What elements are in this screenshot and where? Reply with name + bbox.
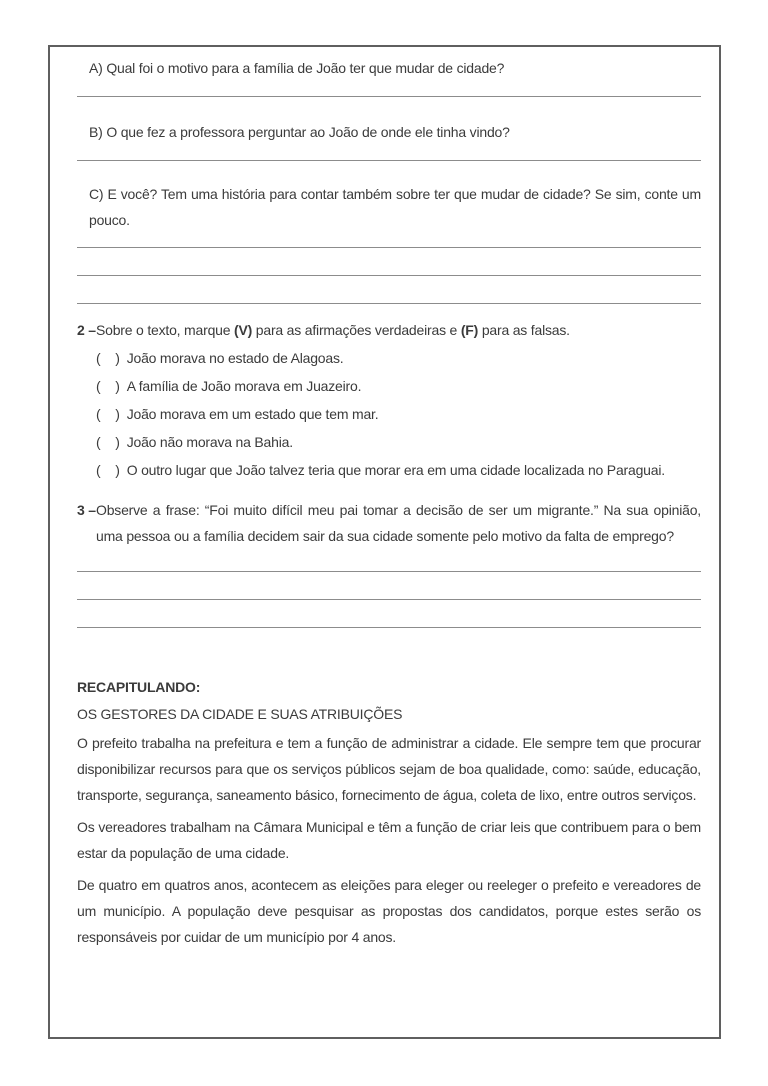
question-b [77,119,701,161]
answer-parentheses: ( ) [96,350,120,366]
true-false-statement: João morava em um estado que tem mar. [126,406,379,422]
question-2-number: 2 – [77,322,96,338]
recap-subheading: OS GESTORES DA CIDADE E SUAS ATRIBUIÇÕES [77,706,403,722]
answer-line [77,81,701,97]
recap-paragraph-eleicoes: De quatro em quatros anos, acontecem as eleições para eleger ou reeleger o prefeito e vereadores de um município. A população deve pesquisar as propostas dos candidatos, porque estes serão os responsáveis por cuidar de um município por 4 anos. [77,877,701,945]
answer-parentheses: ( ) [96,462,120,478]
answer-line [77,549,701,572]
question-3-statement: Observe a frase: “Foi muito difícil meu pai tomar a decisão de ser um migrante.” Na sua opinião, uma pessoa ou a família decidem sair da sua cidade somente pelo motivo da falta de emprego? [96,502,701,544]
true-false-item [96,401,701,427]
recap-section [77,674,701,950]
question-2 [77,317,701,483]
true-false-item [96,345,701,371]
question-b-label: B) [89,124,103,140]
question-b-statement: O que fez a professora perguntar ao João de onde ele tinha vindo? [106,124,510,140]
question-a-label: A) [89,60,103,76]
recap-paragraph-prefeito: O prefeito trabalha na prefeitura e tem a função de administrar a cidade. Ele sempre tem que procurar disponibilizar recursos para que os serviços públicos sejam de boa qualidade, como: saúde, educação, transporte, segurança, saneamento básico, fornecimento de água, coleta de lixo, entre outros serviços. [77,735,701,803]
answer-parentheses: ( ) [96,378,120,394]
true-false-statement: João não morava na Bahia. [126,434,293,450]
question-2-intro [96,317,701,343]
recap-paragraph-vereadores: Os vereadores trabalham na Câmara Municipal e têm a função de criar leis que contribuem para o bem estar da população de uma cidade. [77,819,701,861]
worksheet-frame [48,45,721,1039]
recap-heading: RECAPITULANDO: [77,679,201,695]
question-c-statement: E você? Tem uma história para contar também sobre ter que mudar de cidade? Se sim, conte um pouco. [89,186,701,228]
answer-parentheses: ( ) [96,406,120,422]
mark-v: (V) [234,322,253,338]
question-c-text [77,181,701,233]
answer-line [77,233,701,248]
true-false-statement: A família de João morava em Juazeiro. [126,378,362,394]
answer-line [77,276,701,304]
true-false-statement: João morava no estado de Alagoas. [126,350,344,366]
true-false-item [96,429,701,455]
question-a-text [77,55,701,81]
true-false-item [96,373,701,399]
intro-segment: Sobre o texto, marque [96,322,235,338]
mark-f: (F) [460,322,479,338]
question-b-text [77,119,701,145]
true-false-statement: O outro lugar que João talvez teria que morar era em uma cidade localizada no Paraguai. [126,462,665,478]
answer-line [77,600,701,628]
answer-parentheses: ( ) [96,434,120,450]
intro-segment: para as afirmações verdadeiras e [252,322,461,338]
intro-segment: para as falsas. [478,322,570,338]
question-c [77,181,701,304]
question-3 [77,497,701,549]
question-3-answer-lines [77,549,701,628]
answer-line [77,145,701,161]
question-3-number: 3 – [77,502,96,518]
question-a-statement: Qual foi o motivo para a família de João ter que mudar de cidade? [106,60,505,76]
question-c-label: C) [89,186,104,202]
answer-line [77,572,701,600]
answer-line [77,248,701,276]
true-false-item [96,457,701,483]
question-a [77,55,701,97]
